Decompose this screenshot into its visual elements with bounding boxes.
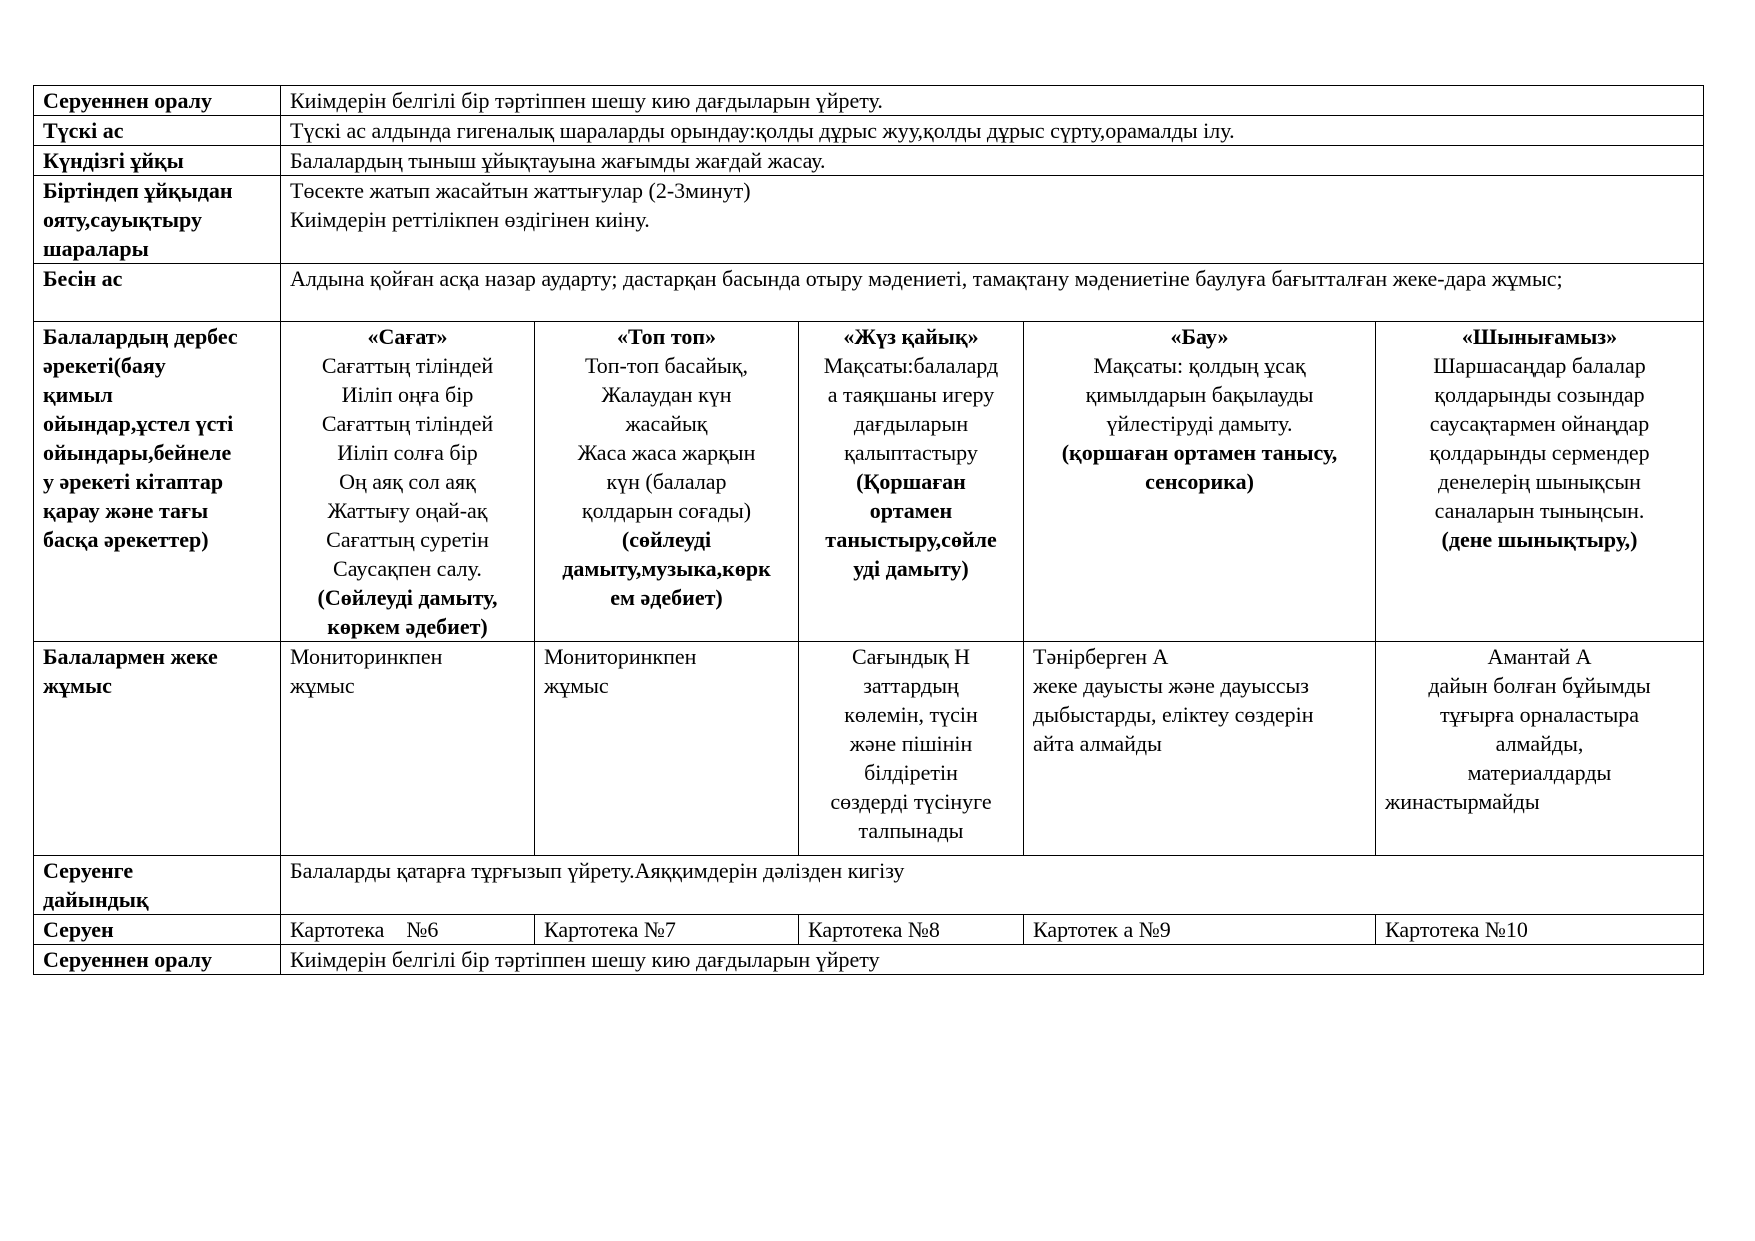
walk-card-5: Картотека №10 xyxy=(1376,915,1704,945)
activity-line: жасайық xyxy=(625,411,708,436)
individual-line: білдіретін xyxy=(864,760,958,785)
activity-line: Топ-топ басайық, xyxy=(585,353,748,378)
individual-line: сөздерді түсінуге xyxy=(830,789,992,814)
activity-line: Сағаттың тіліндей xyxy=(321,353,494,378)
walk-card-3: Картотека №8 xyxy=(799,915,1024,945)
activity-line: денелерің шынықсын xyxy=(1438,469,1641,494)
individual-line: жинастырмайды xyxy=(1385,789,1540,814)
activity-line: Жаса жаса жарқын xyxy=(577,440,756,465)
activity-cell-bau xyxy=(1024,322,1376,642)
activity-area-line: (қоршаған ортамен танысу, xyxy=(1061,440,1338,465)
label-line: ойындары,бейнеле xyxy=(43,440,232,465)
activity-line: Иіліп солға бір xyxy=(337,440,478,465)
walk-card-4: Картотек а №9 xyxy=(1024,915,1376,945)
row-label-return-walk-2: Серуеннен оралу xyxy=(34,945,281,975)
label-line: Біртіндеп ұйқыдан xyxy=(43,178,233,203)
activity-title: «Шынығамыз» xyxy=(1461,324,1618,349)
row-label-individual-work xyxy=(34,642,281,856)
activity-area-line: уді дамыту) xyxy=(853,556,969,581)
label-line: шаралары xyxy=(43,236,149,261)
activity-line: Шаршасаңдар балалар xyxy=(1433,353,1646,378)
activity-area-line: ем әдебиет) xyxy=(610,585,723,610)
row-text-walk-prep: Балаларды қатарға тұрғызып үйрету.Аяққимдерін дәлізден кигізу xyxy=(281,856,1704,915)
individual-line: материалдарды xyxy=(1467,760,1612,785)
row-text-nap: Балалардың тыныш ұйықтауына жағымды жағдай жасау. xyxy=(281,146,1704,176)
activity-cell-zhuz-kaiyk xyxy=(799,322,1024,642)
activity-title: «Топ топ» xyxy=(616,324,717,349)
individual-cell-4 xyxy=(1024,642,1376,856)
activity-title: «Жүз қайық» xyxy=(843,324,979,349)
activity-area-line: дамыту,музыка,көрк xyxy=(562,556,771,581)
activity-cell-shynygamyz xyxy=(1376,322,1704,642)
table-row xyxy=(34,945,1704,975)
row-text-lunch: Түскі ас алдында гигеналық шараларды орындау:қолды дұрыс жуу,қолды дұрыс сүрту,орамалды ілу. xyxy=(281,116,1704,146)
row-label-return-walk: Серуеннен оралу xyxy=(34,86,281,116)
individual-cell-1 xyxy=(281,642,535,856)
individual-line: талпынады xyxy=(858,818,964,843)
activity-line: қолдарынды созындар xyxy=(1434,382,1645,407)
activity-title: «Сағат» xyxy=(367,324,448,349)
label-line: ойындар,ұстел үсті xyxy=(43,411,234,436)
label-line: басқа әрекеттер) xyxy=(43,527,209,552)
daily-plan-table xyxy=(33,85,1704,975)
activity-line: Саусақпен салу. xyxy=(333,556,482,581)
activity-line: қимылдарын бақылауды xyxy=(1085,382,1314,407)
row-label-nap: Күндізгі ұйқы xyxy=(34,146,281,176)
activity-line: Сағаттың суретін xyxy=(326,527,489,552)
table-row xyxy=(34,856,1704,915)
activity-line: қалыптастыру xyxy=(844,440,978,465)
activity-line: Сағаттың тіліндей xyxy=(321,411,494,436)
individual-line: дыбыстарды, еліктеу сөздерін xyxy=(1033,702,1314,727)
row-label-walk: Серуен xyxy=(34,915,281,945)
individual-line: көлемін, түсін xyxy=(844,702,978,727)
individual-line: жұмыс xyxy=(290,673,355,698)
activity-area-line: көркем әдебиет) xyxy=(327,614,488,639)
row-label-activity xyxy=(34,322,281,642)
activity-cell-top-top xyxy=(535,322,799,642)
label-line: ояту,сауықтыру xyxy=(43,207,202,232)
individual-line: Мониторинкпен xyxy=(290,644,443,669)
individual-line: дайын болған бұйымды xyxy=(1428,673,1651,698)
individual-cell-3 xyxy=(799,642,1024,856)
individual-line: заттардың xyxy=(863,673,959,698)
activity-area-line: (Сөйлеуді дамыту, xyxy=(317,585,498,610)
table-row xyxy=(34,322,1704,642)
label-line: дайындық xyxy=(43,887,149,912)
walk-card-2: Картотека №7 xyxy=(535,915,799,945)
text-line: Төсекте жатып жасайтын жаттығулар (2-3минут) xyxy=(290,178,751,203)
activity-line: саналарын тыныңсын. xyxy=(1434,498,1645,523)
individual-line: Амантай А xyxy=(1487,644,1592,669)
table-row xyxy=(34,264,1704,322)
text-line: Киімдерін реттілікпен өздігінен киіну. xyxy=(290,207,650,232)
walk-card-1: Картотека №6 xyxy=(281,915,535,945)
activity-line: үйлестіруді дамыту. xyxy=(1106,411,1293,436)
activity-line: а таяқшаны игеру xyxy=(827,382,995,407)
activity-title: «Бау» xyxy=(1170,324,1229,349)
label-line: Балалармен жеке xyxy=(43,644,218,669)
table-row xyxy=(34,146,1704,176)
activity-cell-sagat xyxy=(281,322,535,642)
row-label-lunch: Түскі ас xyxy=(34,116,281,146)
table-row xyxy=(34,915,1704,945)
label-line: жұмыс xyxy=(43,673,112,698)
activity-area-line: сенсорика) xyxy=(1145,469,1254,494)
table-row xyxy=(34,642,1704,856)
label-line: Серуенге xyxy=(43,858,134,883)
label-line: қимыл xyxy=(43,382,113,407)
activity-area-line: (Қоршаған xyxy=(856,469,966,494)
label-line: у әрекеті кітаптар xyxy=(43,469,224,494)
activity-line: Оң аяқ сол аяқ xyxy=(339,469,476,494)
row-label-walk-prep xyxy=(34,856,281,915)
individual-line: жеке дауысты және дауыссыз xyxy=(1033,673,1309,698)
label-line: қарау және тағы xyxy=(43,498,209,523)
table-row xyxy=(34,86,1704,116)
label-line: Балалардың дербес xyxy=(43,324,238,349)
activity-area-line: таныстыру,сөйле xyxy=(825,527,997,552)
label-line: әрекеті(баяу xyxy=(43,353,166,378)
activity-line: Жалаудан күн xyxy=(601,382,732,407)
row-text-return-walk-2: Киімдерін белгілі бір тәртіппен шешу кию дағдыларын үйрету xyxy=(281,945,1704,975)
individual-cell-5 xyxy=(1376,642,1704,856)
row-text-return-walk: Киімдерін белгілі бір тәртіппен шешу кию дағдыларын үйрету. xyxy=(281,86,1704,116)
individual-cell-2 xyxy=(535,642,799,856)
individual-line: айта алмайды xyxy=(1033,731,1162,756)
table-row xyxy=(34,116,1704,146)
activity-line: Жаттығу оңай-ақ xyxy=(327,498,488,523)
individual-line: тұғырға орналастыра xyxy=(1439,702,1640,727)
row-label-wake-up xyxy=(34,176,281,264)
activity-line: Мақсаты:балалард xyxy=(823,353,999,378)
activity-line: қолдарынды сермендер xyxy=(1429,440,1650,465)
row-text-wake-up xyxy=(281,176,1704,264)
individual-line: Тәнірберген А xyxy=(1033,644,1169,669)
individual-line: алмайды, xyxy=(1495,731,1584,756)
table-row xyxy=(34,176,1704,264)
activity-area-line: (сөйлеуді xyxy=(621,527,712,552)
individual-line: Мониторинкпен xyxy=(544,644,697,669)
activity-line: Иіліп оңға бір xyxy=(341,382,474,407)
activity-line: саусақтармен ойнаңдар xyxy=(1429,411,1650,436)
individual-line: және пішінін xyxy=(849,731,973,756)
activity-area-line: ортамен xyxy=(869,498,953,523)
activity-area-line: (дене шынықтыру,) xyxy=(1441,527,1638,552)
individual-line: Сағындық Н xyxy=(851,644,971,669)
activity-line: қолдарын соғады) xyxy=(581,498,752,523)
row-text-snack: Алдына қойған асқа назар аударту; дастарқан басында отыру мәдениеті, тамақтану мәдениетіне баулуға бағытталған жеке-дара жұмыс; xyxy=(281,264,1704,322)
row-label-snack: Бесін ас xyxy=(34,264,281,322)
activity-line: күн (балалар xyxy=(606,469,727,494)
activity-line: дағдыларын xyxy=(853,411,969,436)
individual-line: жұмыс xyxy=(544,673,609,698)
activity-line: Мақсаты: қолдың ұсақ xyxy=(1093,353,1306,378)
